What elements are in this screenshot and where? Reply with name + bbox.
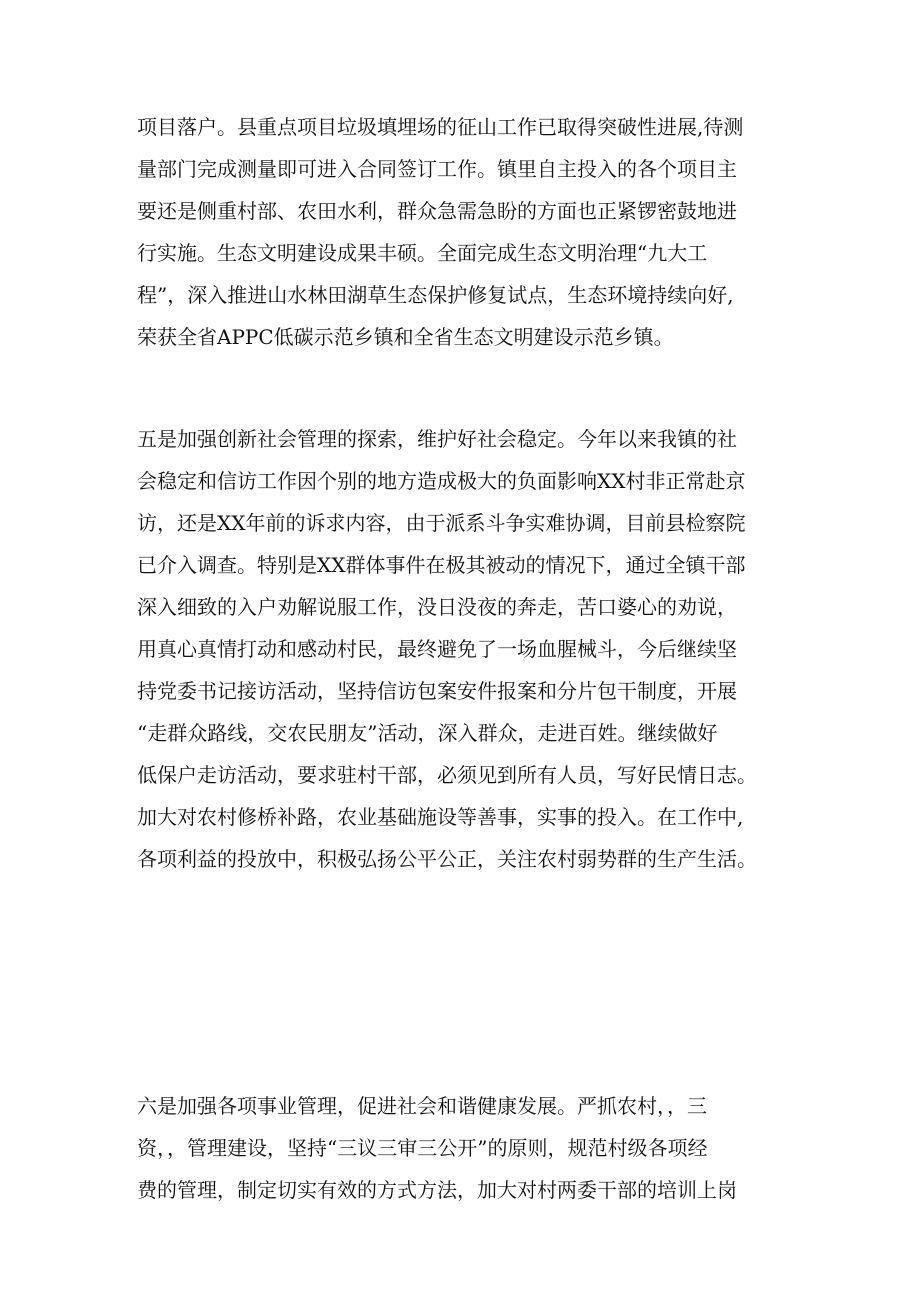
paragraph-project-ecology: [137, 106, 803, 358]
text-line: 项目落户。县重点项目垃圾填埋场的征山工作已取得突破性进展,待测: [137, 115, 744, 139]
text-line: 费的管理，制定切实有效的方式方法，加大对村两委干部的培训上岗: [137, 1178, 737, 1202]
text-line: 已介入调查。特别是XX群体事件在极其被动的情况下，通过全镇干部: [137, 553, 746, 577]
text-line: 会稳定和信访工作因个别的地方造成极大的负面影响XX村非正常赴京: [137, 469, 746, 493]
text-line: 深入细致的入户劝解说服工作，没日没夜的奔走，苦口婆心的劝说，: [137, 595, 737, 619]
text-line: 持党委书记接访活动，坚持信访包案安件报案和分片包干制度，开展: [137, 679, 737, 703]
text-line: “走群众路线，交农民朋友”活动，深入群众，走进百姓。继续做好: [137, 721, 718, 745]
text-line: 程”，深入推进山水林田湖草生态保护修复试点，生态环境持续向好,: [137, 283, 734, 307]
text-line: 行实施。生态文明建设成果丰硕。全面完成生态文明治理“九大工: [137, 241, 708, 265]
text-line: 加大对农村修桥补路，农业基础施设等善事，实事的投入。在工作中,: [137, 805, 744, 829]
text-line: 六是加强各项事业管理，促进社会和谐健康发展。严抓农村，，三: [137, 1094, 707, 1118]
text-line: 低保户走访活动，要求驻村干部，必须见到所有人员，写好民情日志。: [137, 763, 757, 787]
paragraph-affairs-management: [137, 1085, 803, 1211]
paragraph-social-management: [137, 418, 803, 880]
text-line: 五是加强创新社会管理的探索，维护好社会稳定。今年以来我镇的社: [137, 427, 737, 451]
text-line: 资，，管理建设，坚持“三议三审三公开”的原则，规范村级各项经: [137, 1136, 708, 1160]
text-line: 用真心真情打动和感动村民，最终避免了一场血腥械斗，今后继续坚: [137, 637, 737, 661]
text-line: 要还是侧重村部、农田水利，群众急需急盼的方面也正紧锣密鼓地进: [137, 199, 737, 223]
text-line: 荣获全省APPC低碳示范乡镇和全省生态文明建设示范乡镇。: [137, 325, 674, 349]
text-line: 量部门完成测量即可进入合同签订工作。镇里自主投入的各个项目主: [137, 157, 737, 181]
text-line: 访，还是XX年前的诉求内容，由于派系斗争实难协调，目前县检察院: [137, 511, 746, 535]
text-line: 各项利益的投放中，积极弘扬公平公正，关注农村弱势群的生产生活。: [137, 847, 757, 871]
